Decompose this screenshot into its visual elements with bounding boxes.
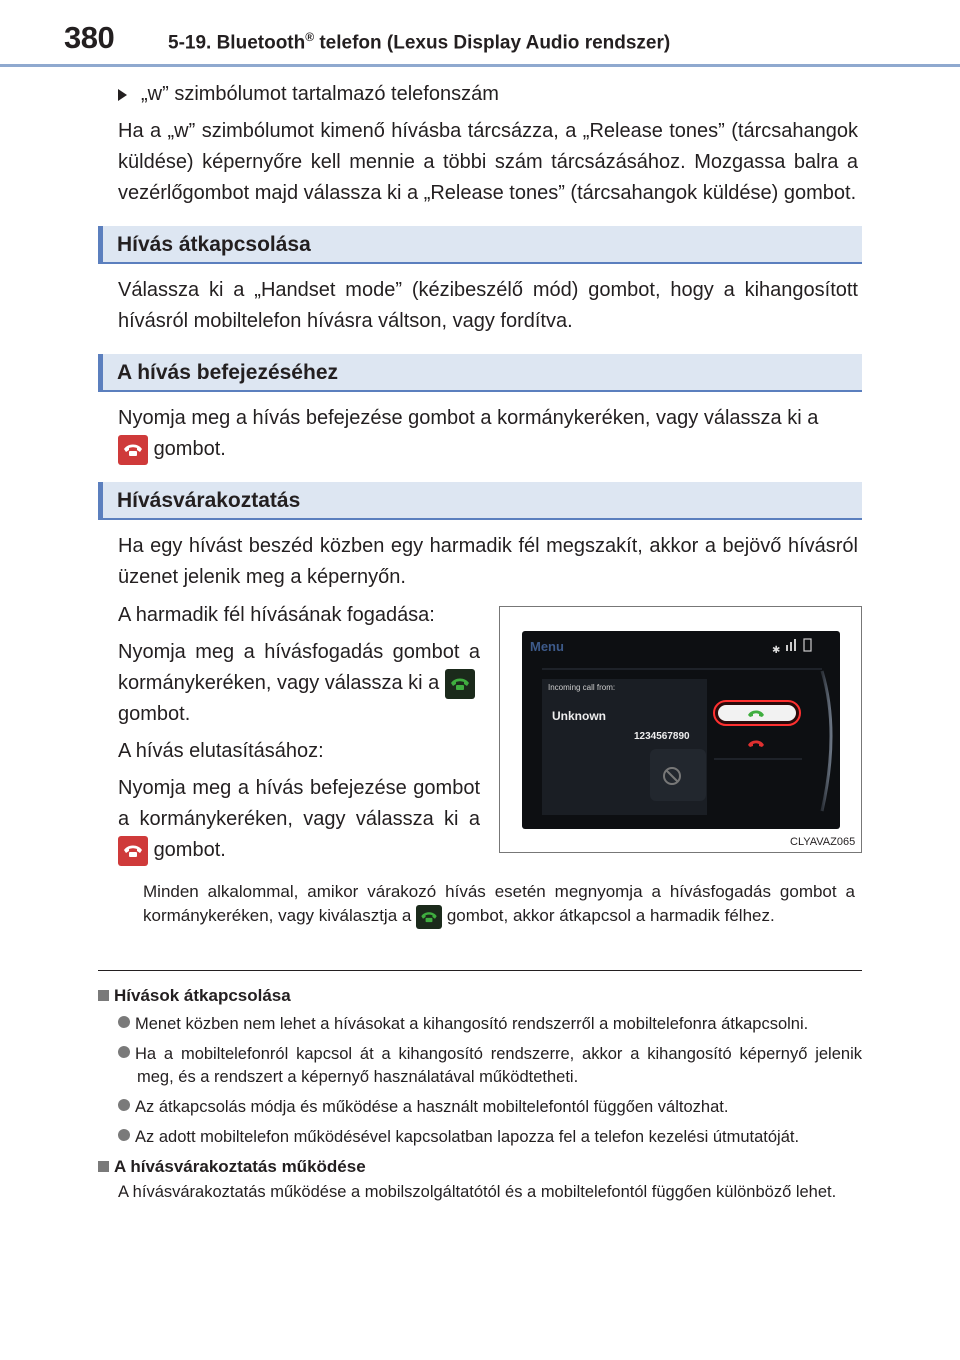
note-waiting-text: A hívásvárakoztatás működése a mobilszolgáltatótól és a mobiltelefontól függően különböző lehet.	[118, 1183, 837, 1201]
screen-menu-label: Menu	[530, 639, 564, 654]
section-title-transfer: Hívás átkapcsolása	[98, 226, 862, 264]
screen-caller-number: 1234567890	[634, 731, 690, 742]
end-call-icon	[118, 435, 148, 465]
waiting-note: Minden alkalommal, amikor várakozó hívás esetén megnyomja a hívásfogadás gombot a kormánykeréken, vagy kiválasztja a gombot, akkor átkapcsol a harmadik félhez.	[143, 880, 855, 929]
dot-bullet-icon	[118, 1129, 130, 1141]
dot-bullet-icon	[118, 1046, 130, 1058]
square-bullet-icon	[98, 1161, 109, 1172]
transfer-paragraph: Válassza ki a „Handset mode” (kézibeszélő mód) gombot, hogy a kihangosított hívásról mobiltelefon hívásra váltson, vagy fordítva.	[118, 279, 858, 332]
figure-code: CLYAVAZ065	[790, 836, 856, 848]
list-item: Menet közben nem lehet a hívásokat a kihangosító rendszerről a mobiltelefonra átkapcsolni.	[98, 1013, 862, 1036]
waiting-instructions: A harmadik fél hívásának fogadása: Nyomja meg a hívásfogadás gombot a kormánykeréken, vagy válassza ki a gombot. A hívás elutasításához: Nyomja meg a hívás befejezése gombot a kormánykeréken, vagy válassza ki a gombot.	[118, 600, 480, 866]
screen-caller-name: Unknown	[552, 709, 606, 723]
intro-paragraph: Ha a „w” szimbólumot kimenő hívásba tárcsázza, a „Release tones” (tárcsahangok küldése) képernyőre kell mennie a többi szám tárcsázásához. Mozgassa balra a vezérlőgombot majd válassza ki a „Release tones” (tárcsahangok küldése) gombot.	[118, 120, 858, 204]
arrow-bullet-icon	[118, 89, 127, 101]
section-title-waiting: Hívásvárakoztatás	[98, 482, 862, 520]
notes-block	[98, 986, 862, 1204]
divider	[98, 970, 862, 971]
svg-text:✱: ✱	[772, 645, 781, 656]
square-bullet-icon	[98, 990, 109, 1001]
intro-bullet: „w” szimbólumot tartalmazó telefonszám	[118, 79, 858, 110]
note-title-waiting: A hívásvárakoztatás működése	[98, 1157, 862, 1177]
waiting-paragraph: Ha egy hívást beszéd közben egy harmadik fél megszakít, akkor a bejövő hívásról üzenet jelenik meg a képernyőn.	[118, 535, 858, 588]
note-title-switch: Hívások átkapcsolása	[98, 986, 862, 1006]
end-paragraph: Nyomja meg a hívás befejezése gombot a kormánykeréken, vagy válassza ki a gombot.	[118, 403, 858, 465]
incoming-call-screen	[522, 631, 840, 829]
section-title-end: A hívás befejezéséhez	[98, 354, 862, 392]
page-title: 5-19. Bluetooth® telefon (Lexus Display Audio rendszer)	[168, 30, 671, 54]
screen-incoming-label: Incoming call from:	[548, 683, 616, 692]
list-item: Ha a mobiltelefonról kapcsol át a kihangosító rendszerre, akkor a kihangosító képernyő jelenik meg, és a rendszert a képernyő használatával működtetheti.	[98, 1043, 862, 1089]
answer-call-icon	[416, 905, 442, 929]
list-item: Az átkapcsolás módja és működése a használt mobiltelefontól függően változhat.	[98, 1096, 862, 1119]
dot-bullet-icon	[118, 1016, 130, 1028]
page-number: 380	[64, 20, 115, 55]
dot-bullet-icon	[118, 1099, 130, 1111]
list-item: Az adott mobiltelefon működésével kapcsolatban lapozza fel a telefon kezelési útmutatóját.	[98, 1126, 862, 1149]
end-call-icon	[118, 836, 148, 866]
answer-call-icon	[445, 669, 475, 699]
header-rule	[0, 64, 960, 67]
